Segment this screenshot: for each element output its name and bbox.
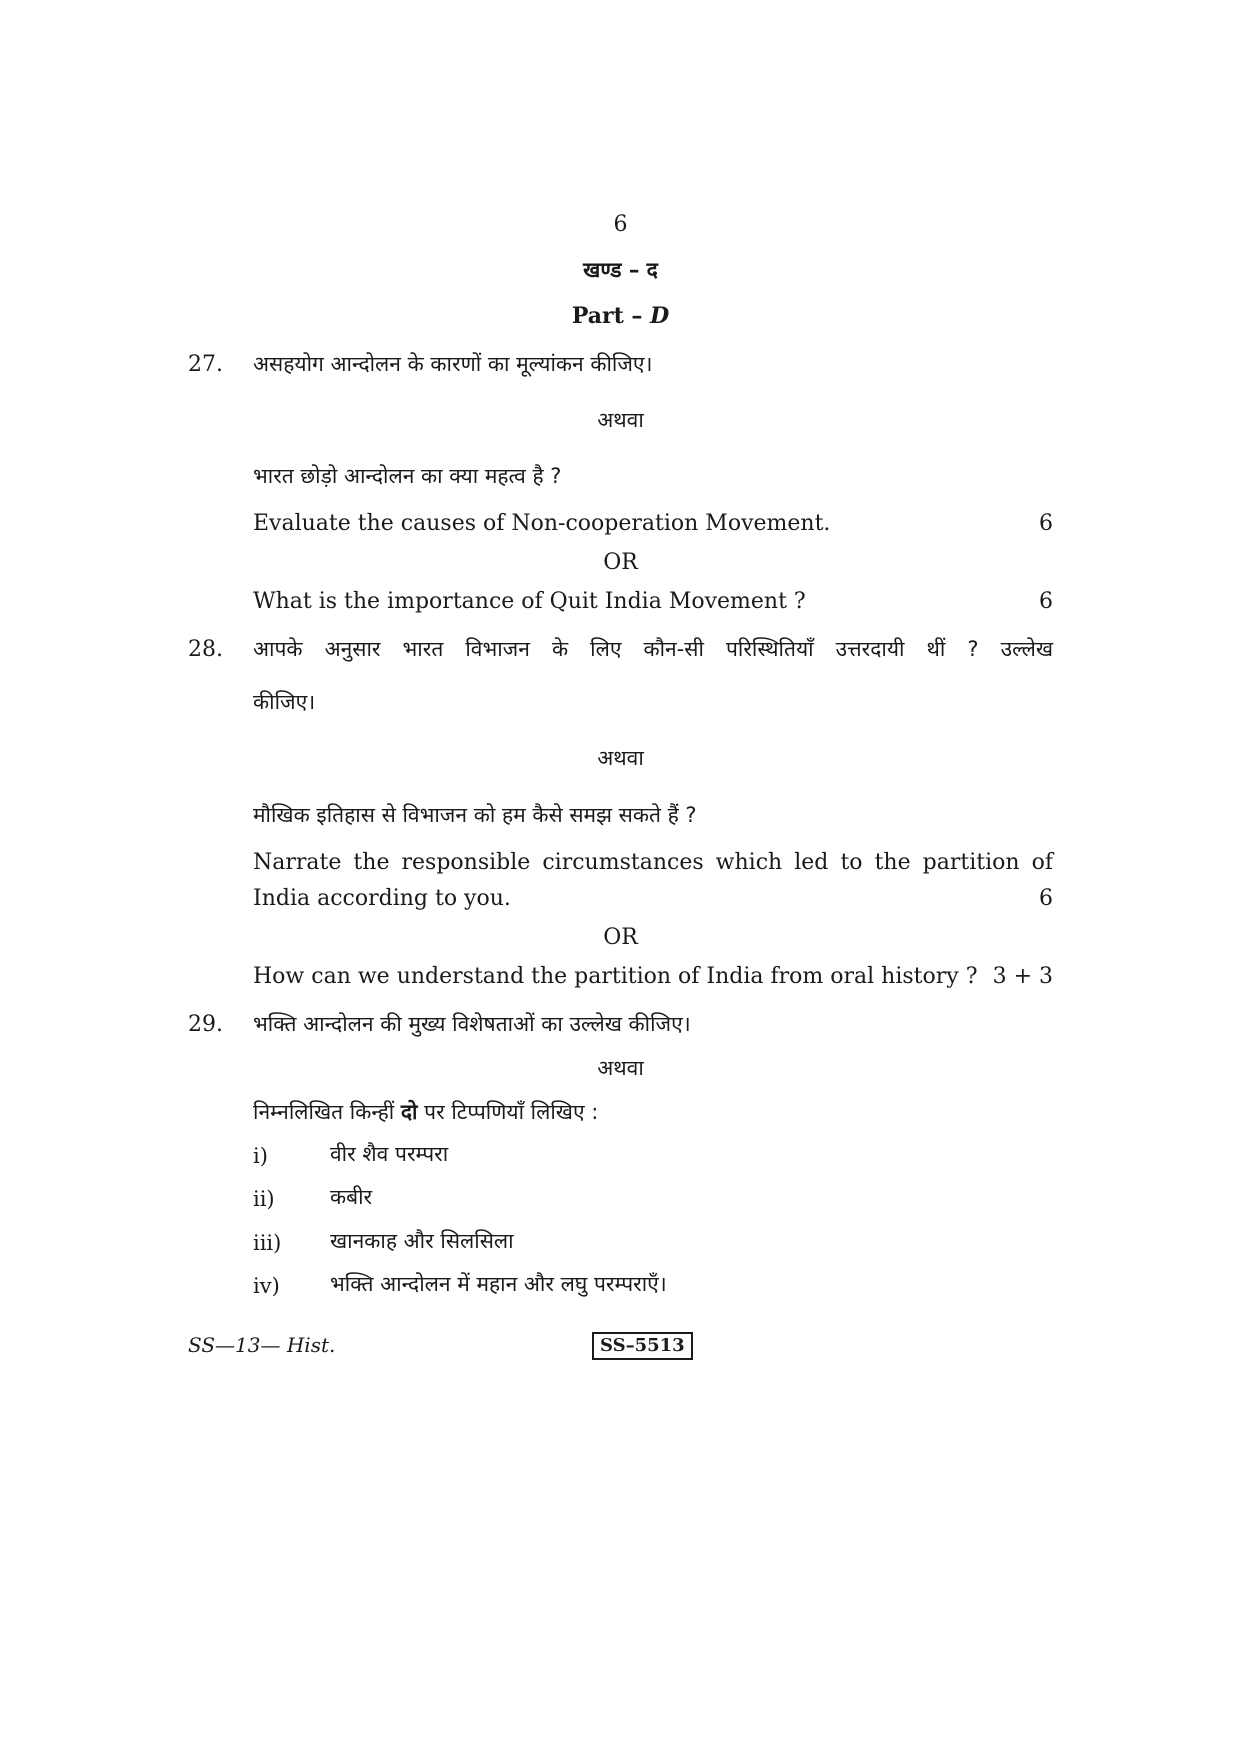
section-heading-letter: D (650, 303, 670, 329)
list-item-2-label: ii) (253, 1187, 275, 1211)
section-heading-prefix: Part – (571, 303, 651, 329)
question-29-or-hindi: अथवा (597, 1056, 644, 1080)
question-28-alternative-english: How can we understand the partition of India from oral history ? (253, 964, 978, 989)
question-28-hindi-line-2: कीजिए। (253, 690, 316, 714)
question-28-or-english: OR (603, 925, 638, 950)
question-27-hindi: असहयोग आन्दोलन के कारणों का मूल्यांकन कीजिए। (253, 352, 653, 376)
question-29-alternative-pre: निम्नलिखित किन्हीं (253, 1100, 401, 1124)
list-item-1-text: वीर शैव परम्परा (330, 1142, 449, 1166)
question-27-english: Evaluate the causes of Non-cooperation Movement. (253, 511, 831, 536)
question-29-alternative-bold: दो (400, 1100, 418, 1124)
list-item-1-label: i) (253, 1144, 268, 1168)
question-28-alternative-hindi: मौखिक इतिहास से विभाजन को हम कैसे समझ सकते हैं ? (253, 803, 697, 827)
question-27-alternative-hindi: भारत छोड़ो आन्दोलन का क्या महत्व है ? (253, 464, 562, 488)
footer-subject-code: SS—13— Hist. (188, 1333, 336, 1357)
question-27-or-hindi: अथवा (597, 408, 644, 432)
question-28-hindi-line-1: आपके अनुसार भारत विभाजन के लिए कौन-सी परिस्थितियाँ उत्तरदायी थीं ? उल्लेख (253, 637, 1053, 661)
list-item-3-label: iii) (253, 1231, 282, 1255)
question-29-alternative-hindi (253, 1098, 598, 1126)
section-heading-english (0, 303, 1241, 329)
question-28-number: 28. (188, 637, 223, 662)
question-28-marks: 6 (1039, 886, 1053, 911)
question-29-number: 29. (188, 1012, 223, 1037)
section-heading-hindi: खण्ड – द (583, 258, 658, 282)
question-28-english-line-2: India according to you. (253, 886, 511, 911)
list-item-2-text: कबीर (330, 1185, 373, 1209)
question-27-number: 27. (188, 352, 223, 377)
question-27-marks: 6 (1039, 511, 1053, 536)
list-item-3-text: खानकाह और सिलसिला (330, 1229, 514, 1253)
question-27-or-english: OR (603, 550, 638, 575)
list-item-4-label: iv) (253, 1274, 280, 1298)
footer-paper-code: SS–5513 (592, 1332, 693, 1360)
question-27-alternative-english: What is the importance of Quit India Movement ? (253, 589, 806, 614)
question-29-alternative-post: पर टिप्पणियाँ लिखिए : (417, 1100, 599, 1124)
list-item-4-text: भक्ति आन्दोलन में महान और लघु परम्पराएँ। (330, 1272, 667, 1296)
question-28-alternative-marks: 3 + 3 (992, 964, 1053, 989)
question-28-english-line-1: Narrate the responsible circumstances which led to the partition of (253, 850, 1053, 875)
question-27-alternative-marks: 6 (1039, 589, 1053, 614)
question-28-or-hindi: अथवा (597, 746, 644, 770)
question-29-hindi: भक्ति आन्दोलन की मुख्य विशेषताओं का उल्लेख कीजिए। (253, 1012, 691, 1036)
page-number: 6 (613, 212, 628, 237)
